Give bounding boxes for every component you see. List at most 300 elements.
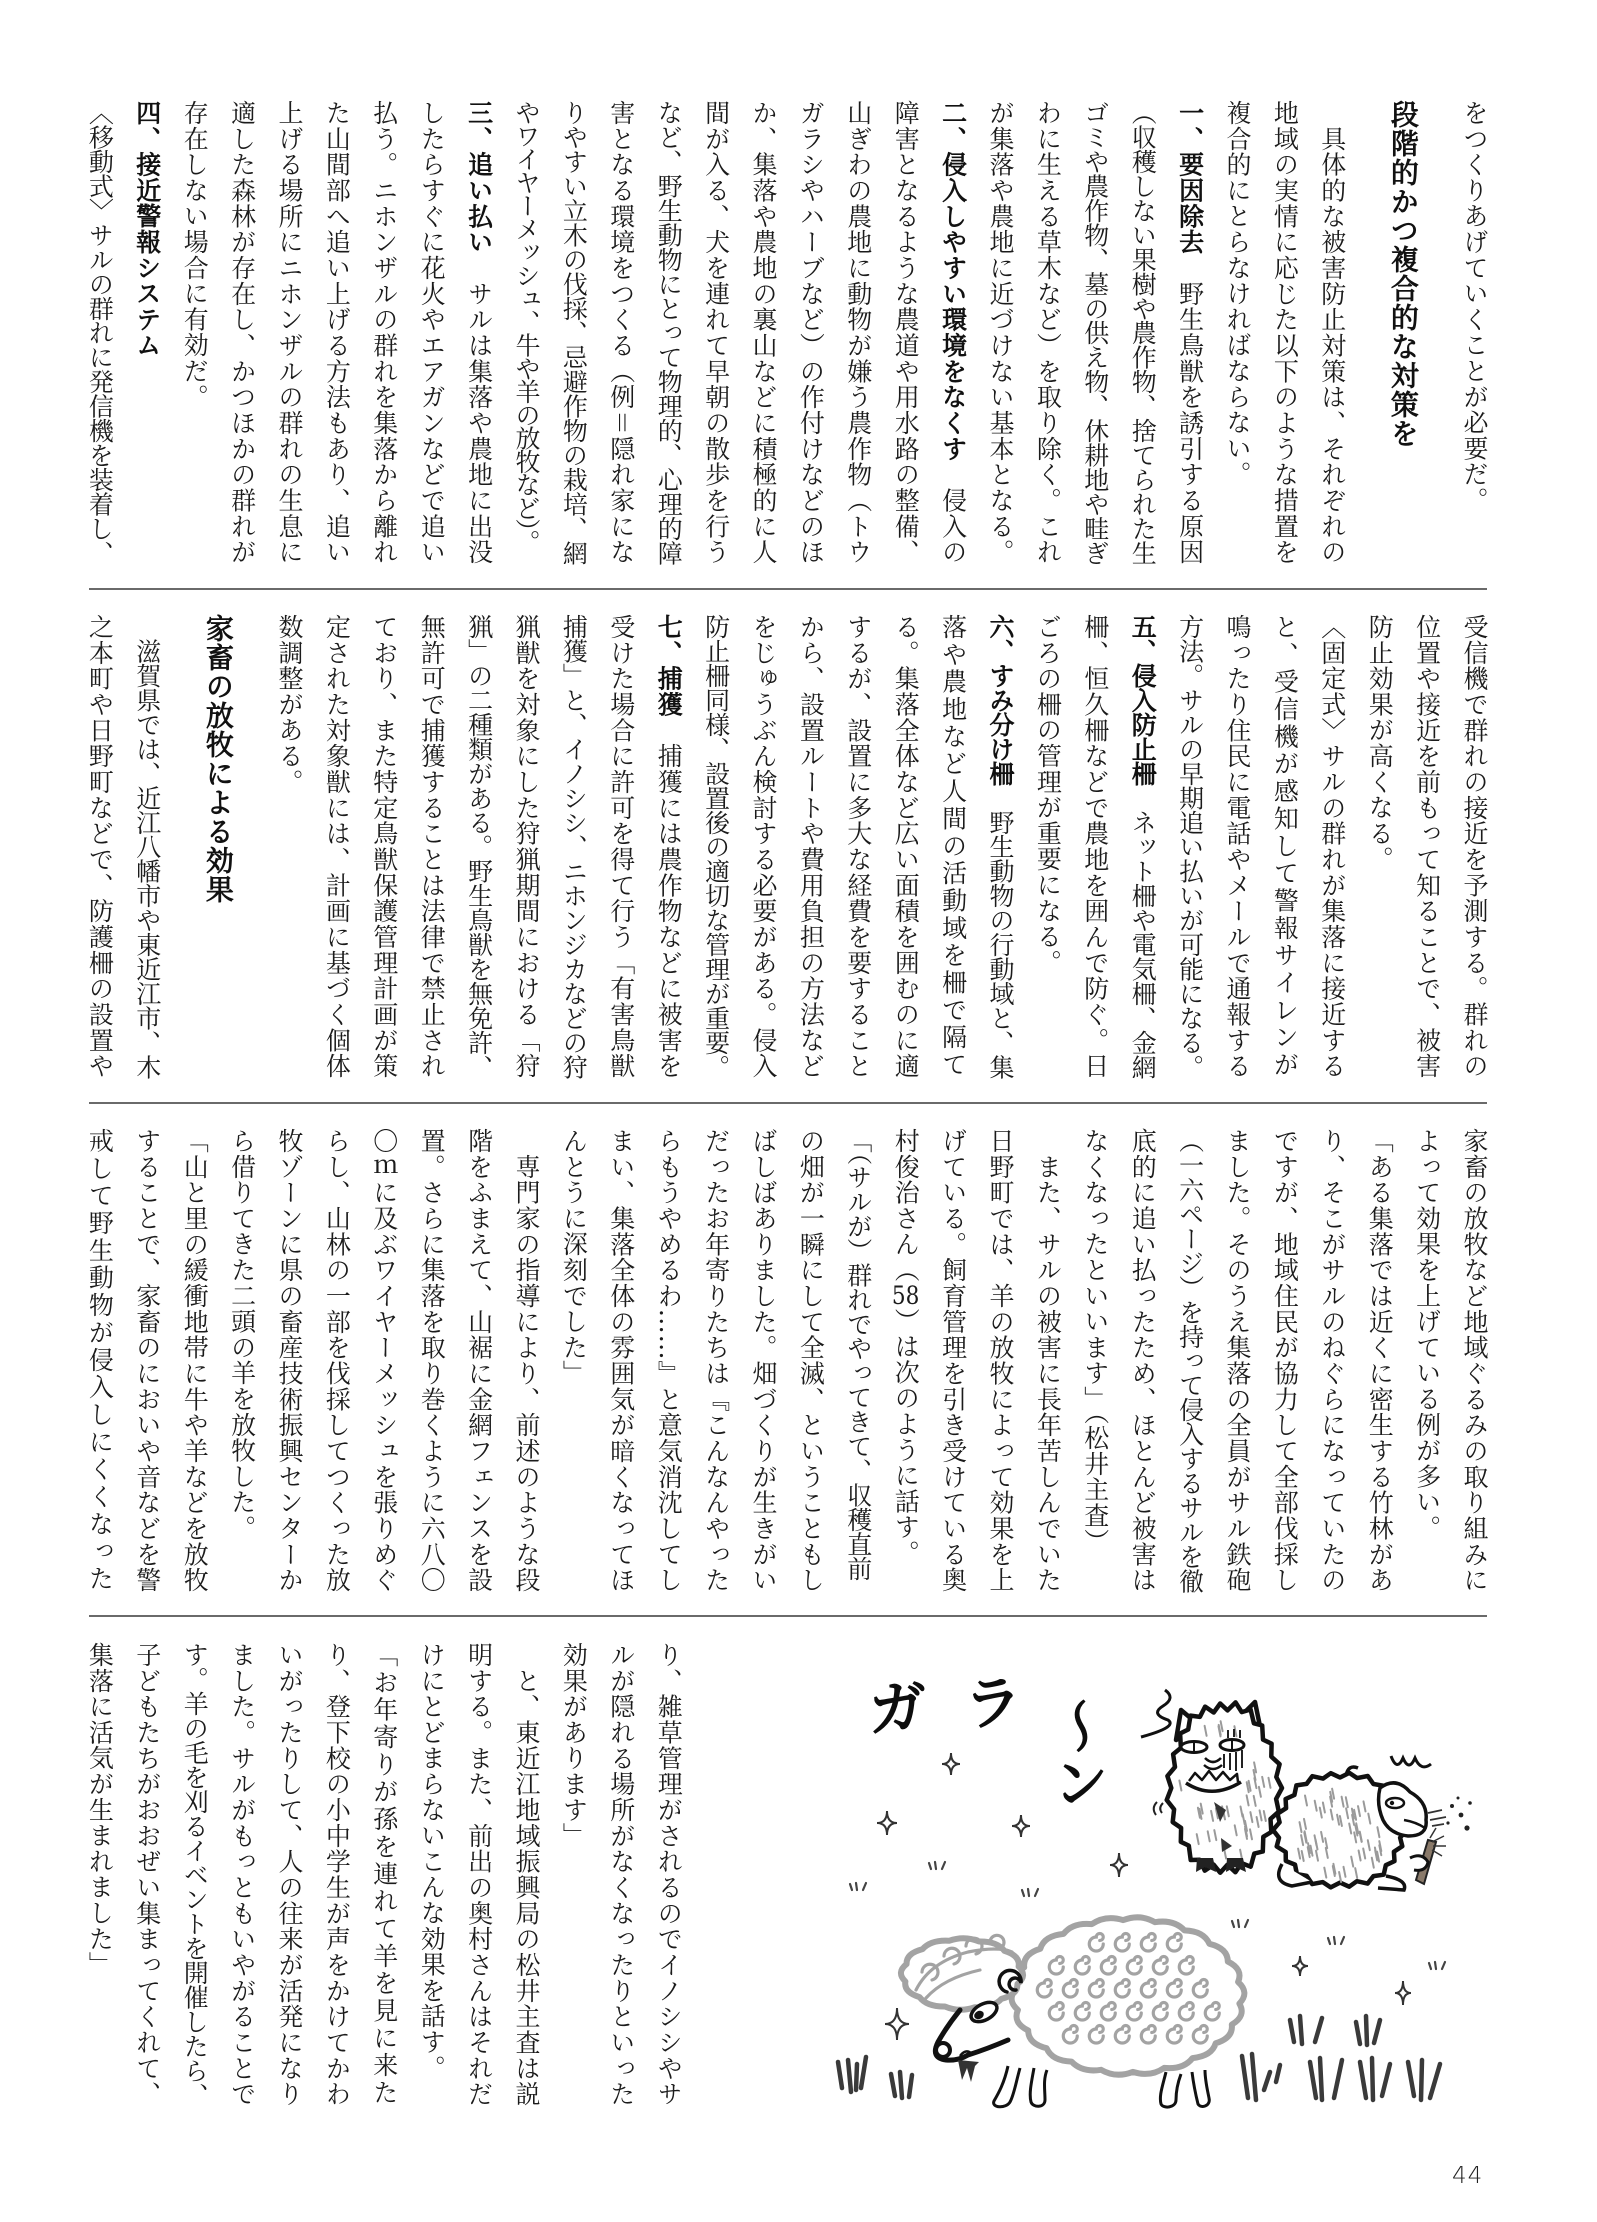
fur-stroke (1254, 1778, 1256, 1788)
monkey-spray-dots (1446, 1797, 1471, 1831)
fur-stroke (1359, 1851, 1361, 1861)
grass-tuft (1290, 2016, 1322, 2044)
column-text: 野生動物の行動域と、集 (986, 785, 1015, 1079)
text-column: と、受信機が感知して警報サイレンが (1270, 614, 1300, 1079)
text-column: 害となる環境をつくる（例＝隠れ家にな (606, 100, 636, 565)
fur-stroke (1308, 1847, 1310, 1857)
boar-snout (1204, 1758, 1222, 1769)
fur-stroke (1375, 1850, 1377, 1860)
text-column: ばしばありました。畑づくりが生きがい (749, 1128, 778, 1593)
wool-curl (1193, 2026, 1207, 2044)
sheep-leg-back (1160, 2070, 1209, 2107)
grass-blade (1315, 2018, 1322, 2042)
fur-stroke (1330, 1792, 1332, 1802)
text-column: らもうやめるわ……』と意気消沈してし (654, 1128, 684, 1593)
grass-blade (1290, 2020, 1294, 2042)
grass-blade (1382, 2064, 1390, 2096)
text-column (938, 100, 968, 580)
sheep-leg-front (994, 2066, 1047, 2107)
fur-stroke (1342, 1797, 1344, 1807)
wool-curl (1179, 1957, 1193, 1975)
fur-stroke (1352, 1815, 1354, 1825)
fur-stroke (1216, 1808, 1218, 1818)
grass-blade (1310, 2062, 1316, 2098)
text-column (464, 100, 494, 580)
fur-stroke (1331, 1810, 1333, 1820)
fur-stroke (1201, 1804, 1203, 1814)
text-column: 集落に活気が生まれました」 (85, 1642, 115, 1978)
text-column: 「山と里の緩衝地帯に牛や羊などを放牧 (180, 1128, 210, 1593)
section-divider (89, 1615, 1487, 1617)
text-column: 定された対象獣には、計画に基づく個体 (322, 614, 352, 1079)
text-column: 間が入る、犬を連れて早朝の散歩を行う (701, 100, 731, 565)
fur-stroke (1316, 1840, 1318, 1850)
text-column: 複合的にとらなければならない。 (1223, 100, 1252, 487)
fur-stroke (1311, 1846, 1313, 1856)
fur-stroke (1219, 1725, 1221, 1735)
wool-curl (1089, 2026, 1103, 2044)
fur-stroke (1337, 1815, 1339, 1825)
sheep-wool (1012, 1917, 1245, 2074)
grass-blade (891, 2074, 895, 2096)
monkey-smoke-lines (1428, 1810, 1446, 1826)
text-column: 払う。ニホンザルの群れを集落から離れ (369, 100, 399, 565)
text-column: 受信機で群れの接近を予測する。群れの (1460, 614, 1489, 1079)
text-column: 戒して野生動物が侵入しにくくなった (85, 1128, 115, 1593)
fur-stroke (1221, 1721, 1223, 1731)
boar-feet (1196, 1858, 1246, 1872)
fur-stroke (1200, 1809, 1202, 1819)
grass-blade (1408, 2062, 1414, 2096)
boar-stripes (1224, 1729, 1242, 1771)
fur-stroke (1300, 1822, 1302, 1832)
grass-blade (1264, 2072, 1270, 2090)
fur-stroke (1333, 1866, 1335, 1876)
wool-curl (1063, 1980, 1077, 1998)
wool-curl (1167, 1980, 1181, 1998)
boar-eye-right (1220, 1740, 1244, 1751)
section-divider (89, 1102, 1487, 1104)
text-column: 「（サルが）群れでやってきて、収穫直前 (843, 1128, 873, 1581)
wool-curl (1193, 1980, 1207, 1998)
sheep-face (935, 2010, 1008, 2060)
text-column: 置。さらに集落を取り巻くように六八〇 (417, 1128, 447, 1593)
fur-stroke (1339, 1872, 1341, 1882)
fur-stroke (1224, 1849, 1226, 1859)
section-divider (89, 588, 1487, 590)
fur-stroke (1340, 1816, 1342, 1826)
boar-pupils (1194, 1741, 1232, 1751)
text-column: 明する。また、前出の奥村さんはそれだ (464, 1642, 494, 2107)
column-text: サルは集落や農地に出没 (464, 254, 494, 565)
boar-ear-right (1233, 1702, 1262, 1736)
text-column: ており、また特定鳥獣保護管理計画が策 (369, 614, 399, 1079)
text-column: り、登下校の小中学生が声をかけてかわ (322, 1642, 352, 2107)
fur-stroke (1330, 1797, 1332, 1807)
text-column (132, 100, 162, 580)
text-column: わに生える草木など）を取り除く。これ (1033, 100, 1063, 565)
wool-curl (1167, 1934, 1181, 1952)
text-column: 牧ゾーンに県の畜産技術振興センターか (275, 1128, 304, 1593)
text-column: ルが隠れる場所がなくなったりといった (606, 1642, 636, 2107)
text-column: 猟獣を対象にした狩猟期間における「狩 (512, 614, 541, 1079)
monkey-body (1273, 1773, 1407, 1888)
section-heading: 段階的かつ複合的な対策を (1386, 100, 1420, 448)
text-column: 受けた場合に許可を得て行う「有害鳥獣 (606, 614, 636, 1079)
text-column: 柵、恒久柵などで農地を囲んで防ぐ。日 (1080, 614, 1110, 1079)
text-column: す。羊の毛を刈るイベントを開催したら、 (180, 1642, 210, 2107)
text-column: 上げる場所にニホンザルの群れの生息に (275, 100, 304, 565)
grass-tuft-small (1022, 1889, 1038, 1896)
small-grass-tufts (850, 1862, 1445, 1969)
fur-stroke (1349, 1824, 1351, 1834)
sparkle-icon (1292, 1956, 1308, 1976)
grass-tuft-small (1429, 1962, 1445, 1969)
fur-stroke (1298, 1849, 1300, 1859)
text-column: まい、集落全体の雰囲気が暗くなってほ (606, 1128, 636, 1593)
text-column: 山ぎわの農地に動物が嫌う農作物（トウ (843, 100, 873, 565)
fur-stroke (1333, 1864, 1335, 1874)
text-column: 落や農地など人間の活動域を柵で隔て (938, 614, 968, 1079)
text-column: けにとどまらないこんな効果を話す。 (417, 1642, 447, 2081)
column-text: 野生鳥獣を誘引する原因 (1175, 254, 1205, 565)
grass-blade (900, 2072, 902, 2098)
wool-curl (1075, 1957, 1089, 1975)
fur-stroke (1360, 1832, 1362, 1842)
fur-stroke (1355, 1868, 1357, 1878)
grass-tufts (838, 2016, 1440, 2100)
sheep-pupil (973, 2009, 986, 2021)
text-column: 猟」の二種類がある。野生鳥獣を無免許、 (464, 614, 494, 1079)
page-number: 44 (1452, 2163, 1484, 2189)
sheep-ear (999, 1970, 1021, 1992)
monkey (1273, 1756, 1472, 1890)
wool-curl (1049, 1957, 1063, 1975)
fur-stroke (1260, 1810, 1262, 1820)
text-column: げている。飼育管理を引き受けている奥 (938, 1128, 968, 1593)
boar-body (1167, 1702, 1282, 1872)
grass-blade (1374, 2020, 1380, 2043)
fur-stroke (1211, 1811, 1213, 1821)
sparkles (877, 1753, 1411, 2040)
wool-curl (1179, 2003, 1193, 2021)
monkey-face (1379, 1783, 1427, 1836)
text-column: やワイヤーメッシュ、牛や羊の放牧など）。 (512, 100, 541, 553)
fur-stroke (1241, 1807, 1243, 1817)
fur-stroke (1247, 1782, 1249, 1792)
text-column: 方法。サルの早期追い払いが可能になる。 (1175, 614, 1205, 1079)
grass-blade (861, 2057, 866, 2088)
text-column: ガラシやハーブなど）の作付けなどのほ (796, 100, 826, 565)
sfx-lettering-vertical: 〜ン (1044, 1698, 1109, 1810)
wool-curl (1101, 1957, 1115, 1975)
text-column: 滋賀県では、近江八幡市や東近江市、木 (132, 614, 162, 1079)
monkey-feet (1279, 1864, 1405, 1890)
sheep-forelock (901, 1938, 1023, 2010)
grass-blade (848, 2060, 851, 2092)
text-column: から、設置ルートや費用負担の方法など (796, 614, 826, 1079)
text-column: た山間部へ追い上げる方法もあり、追い (322, 100, 352, 565)
column-text: 侵入の (938, 461, 968, 565)
text-column (890, 1128, 920, 1608)
text-column: る。集落全体など広い面積を囲むのに適 (891, 614, 921, 1079)
fur-stroke (1368, 1814, 1370, 1824)
fur-stroke (1354, 1810, 1356, 1820)
wool-curl (1115, 1980, 1129, 1998)
text-column: 具体的な被害防止対策は、それぞれの (1317, 100, 1347, 565)
grass-tuft (838, 2057, 866, 2092)
grass-tuft-small (1328, 1937, 1344, 1944)
text-column: 防止効果が高くなる。 (1365, 614, 1395, 872)
text-column: 地域の実情に応じた以下のような措置を (1270, 100, 1300, 565)
fur-stroke (1254, 1796, 1256, 1806)
wool-curl (1037, 1980, 1051, 1998)
text-column: したらすぐに花火やエアガンなどで追い (417, 100, 447, 565)
wool-curl (1049, 2003, 1063, 2021)
sheep-eye (968, 1998, 1000, 2025)
fur-stroke (1264, 1811, 1266, 1821)
text-column: 適した森林が存在し、かつほかの群れが (227, 100, 257, 565)
fur-stroke (1375, 1848, 1377, 1858)
subheading-label: 一、要因除去 (1175, 100, 1205, 255)
text-column: 家畜の放牧など地域ぐるみの取り組みに (1460, 1128, 1489, 1593)
fur-stroke (1223, 1809, 1225, 1819)
monkey-pupil (1390, 1801, 1394, 1805)
text-column: んとうに深刻でした」 (559, 1128, 589, 1386)
fur-stroke (1372, 1858, 1374, 1868)
subheading-label: 六、すみ分け柵 (986, 614, 1015, 786)
monkey-firework-stick (1416, 1840, 1436, 1884)
wool-curl (1127, 1957, 1141, 1975)
fur-stroke (1363, 1849, 1365, 1859)
text-column: をじゅうぶん検討する必要がある。侵入 (749, 614, 778, 1079)
fur-stroke (1324, 1868, 1326, 1878)
text-column: 防止柵同様、設置後の適切な管理が重要。 (701, 614, 731, 1079)
fur-stroke (1326, 1848, 1328, 1858)
fur-stroke (1302, 1851, 1304, 1861)
grass-tuft-small (929, 1862, 945, 1869)
wool-curl (1153, 1957, 1167, 1975)
boar-mouth (1186, 1782, 1241, 1791)
monkey-hand (1410, 1856, 1428, 1871)
text-column: 階をふまえて、山裾に金網フェンスを設 (464, 1128, 494, 1593)
fur-stroke (1364, 1801, 1366, 1811)
text-column: 「お年寄りが孫を連れて羊を見に来た (369, 1642, 399, 2107)
fur-stroke (1377, 1827, 1379, 1837)
sheep-forelock-swirls (916, 1935, 1012, 1998)
grass-blade (1334, 2060, 1342, 2098)
text-column: 存在しない場合に有効だ。 (180, 100, 210, 410)
sfx-lettering-horizontal: ガラ (866, 1666, 1062, 1744)
text-column: 効果があります」 (559, 1642, 589, 1849)
grass-in-mouth (958, 2060, 979, 2082)
grass-blade (1300, 2016, 1302, 2044)
text-column (1175, 100, 1205, 580)
column-text: 捕獲には農作物などに被害を (654, 717, 684, 1079)
wool-curl (1153, 2003, 1167, 2021)
grass-tuft-small (1232, 1920, 1248, 1927)
wool-curl (1205, 2003, 1219, 2021)
wool-curl (1063, 2026, 1077, 2044)
fur-stroke (1305, 1831, 1307, 1841)
wool-curl (1127, 2003, 1141, 2021)
fur-stroke (1308, 1843, 1310, 1853)
fur-stroke (1346, 1797, 1348, 1807)
text-column: （収穫しない果樹や農作物、捨てられた生 (1128, 100, 1158, 565)
fur-stroke (1301, 1835, 1303, 1845)
wool-curl (1075, 2003, 1089, 2021)
wool-curl (1115, 1934, 1129, 1952)
text-column: り、そこがサルのねぐらになっていたの (1317, 1128, 1347, 1593)
sheep-mouth (960, 2051, 972, 2056)
subheading-label: 二、侵入しやすい環境をなくす (938, 100, 968, 462)
fur-stroke (1344, 1867, 1346, 1877)
grass-tuft (1310, 2058, 1342, 2100)
fur-stroke (1235, 1825, 1237, 1835)
fur-stroke (1332, 1789, 1334, 1799)
grass-blade (1276, 2065, 1280, 2082)
fur-stroke (1227, 1806, 1229, 1816)
fur-stroke (1249, 1781, 1251, 1791)
fur-stroke (1315, 1801, 1317, 1811)
fur-stroke (1214, 1830, 1216, 1840)
text-column: 「ある集落では近くに密生する竹林があ (1365, 1128, 1395, 1593)
sparkle-icon (1395, 1981, 1411, 2005)
fur-stroke (1208, 1831, 1210, 1841)
grass-blade (856, 2064, 857, 2090)
text-column: 位置や接近を前もって知ることで、被害 (1412, 614, 1442, 1079)
text-column: だったお年寄りたちは『こんなんやった (701, 1128, 731, 1593)
monkey-eye (1386, 1798, 1404, 1808)
fur-stroke (1379, 1841, 1381, 1851)
boar-motion-left (1154, 1802, 1163, 1815)
text-column: なくなったといいます」（松井主査） (1080, 1128, 1110, 1555)
text-column: と、東近江地域振興局の松井主査は説 (512, 1642, 541, 2107)
grass-blade (1252, 2054, 1256, 2100)
text-column: 無許可で捕獲することは法律で禁止され (417, 614, 447, 1079)
fur-stroke (1250, 1829, 1252, 1839)
grass-tuft (1356, 2016, 1380, 2045)
sparkle-icon (885, 2008, 909, 2040)
fur-stroke (1254, 1770, 1256, 1780)
boar-eye-left (1181, 1742, 1207, 1753)
fur-stroke (1321, 1832, 1323, 1842)
wool-curl (1141, 2026, 1155, 2044)
text-column: 専門家の指導により、前述のような段 (512, 1128, 541, 1593)
wool-curl (1101, 2003, 1115, 2021)
wool-curl (1115, 2026, 1129, 2044)
text-column: など、野生動物にとって物理的、心理的障 (654, 100, 684, 565)
grass-tuft-small (850, 1883, 866, 1890)
fur-stroke (1354, 1832, 1356, 1842)
text-column: 数調整がある。 (275, 614, 304, 795)
text-column: 〇ｍに及ぶワイヤーメッシュを張りめぐ (369, 1128, 399, 1593)
subheading-label: 三、追い払い (464, 100, 494, 255)
text-column: をつくりあげていくことが必要だ。 (1460, 100, 1489, 513)
text-column: ました。サルがもっともいやがることで (227, 1642, 257, 2107)
fur-stroke (1377, 1852, 1379, 1862)
fur-stroke (1269, 1778, 1271, 1788)
fur-stroke (1346, 1808, 1348, 1818)
grass-blade (1421, 2060, 1422, 2100)
fur-stroke (1360, 1832, 1362, 1842)
fur-stroke (1245, 1821, 1247, 1831)
fur-stroke (1368, 1840, 1370, 1850)
grass-blade (1320, 2058, 1322, 2100)
monkey-fur (1298, 1789, 1381, 1882)
grass-blade (1360, 2062, 1366, 2098)
text-column: ました。そのうえ集落の全員がサル鉄砲 (1223, 1128, 1252, 1593)
fur-stroke (1316, 1851, 1318, 1861)
text-column: ゴミや農作物、墓の供え物、休耕地や畦ぎ (1080, 100, 1110, 565)
fur-stroke (1257, 1817, 1259, 1827)
fur-stroke (1240, 1850, 1242, 1860)
text-column: 之本町や日野町などで、防護柵の設置や (85, 614, 115, 1079)
sparkle-icon (1110, 1853, 1128, 1877)
monkey-mouth (1404, 1820, 1425, 1828)
sparkle-icon (877, 1811, 897, 1835)
grass-tuft (891, 2072, 912, 2098)
text-column: 子どもたちがおおぜい集まってくれて、 (132, 1642, 162, 2107)
text-column (653, 614, 683, 1094)
text-column: よって効果を上げている例が多い。 (1412, 1128, 1442, 1541)
grass-tuft (1242, 2054, 1280, 2100)
fur-stroke (1304, 1833, 1306, 1843)
boar-shock-lines (1141, 1690, 1170, 1737)
fur-stroke (1320, 1808, 1322, 1818)
fur-stroke (1198, 1808, 1200, 1818)
text-column: することで、家畜のにおいや音などを警 (132, 1128, 162, 1593)
fur-stroke (1219, 1726, 1221, 1736)
fur-stroke (1351, 1857, 1353, 1867)
fur-stroke (1315, 1835, 1317, 1845)
monkey-squiggle (1391, 1756, 1431, 1767)
text-column: ら借りてきた二頭の羊を放牧した。 (227, 1128, 257, 1541)
boar-motion-right (1284, 1797, 1293, 1812)
text-column: 〈移動式〉サルの群れに発信機を装着し、 (85, 100, 115, 565)
text-column: するが、設置に多大な経費を要すること (843, 614, 873, 1079)
upright-number: 58 (891, 1282, 920, 1308)
grass-blade (909, 2075, 912, 2097)
grass-blade (1430, 2064, 1440, 2098)
text-column: ごろの柵の管理が重要になる。 (1033, 614, 1063, 976)
text-column: りやすい立木の伐採、忌避作物の栽培、網 (559, 100, 589, 565)
grass-tuft (1360, 2058, 1390, 2100)
fur-stroke (1305, 1796, 1307, 1806)
grass-blade (1242, 2056, 1248, 2098)
fur-stroke (1250, 1812, 1252, 1822)
fur-stroke (1205, 1726, 1207, 1736)
text-column: 鳴ったり住民に電話やメールで通報する (1223, 614, 1252, 1079)
fur-stroke (1234, 1726, 1236, 1736)
subheading-label: 四、接近警報システム (132, 100, 162, 358)
fur-stroke (1356, 1823, 1358, 1833)
text-column: の畑が一瞬にして全滅、ということもし (796, 1128, 826, 1593)
sparkle-icon (942, 1753, 960, 1775)
fur-stroke (1355, 1826, 1357, 1836)
wool-curl (1089, 1980, 1103, 1998)
text-column: ですが、地域住民が協力して全部伐採し (1270, 1128, 1300, 1593)
text-column: 底的に追い払ったため、ほとんど被害は (1128, 1128, 1158, 1593)
text-column: か、集落や農地の裏山などに積極的に人 (749, 100, 778, 565)
column-text: ネット柵や電気柵、金網 (1128, 785, 1158, 1079)
sheep (901, 1917, 1244, 2107)
sparkle-icon (1012, 1815, 1030, 1837)
fur-stroke (1243, 1814, 1245, 1824)
wool-curl (1089, 1934, 1103, 1952)
wool-curl (1167, 2026, 1181, 2044)
subheading-label: 五、侵入防止柵 (1128, 614, 1158, 786)
